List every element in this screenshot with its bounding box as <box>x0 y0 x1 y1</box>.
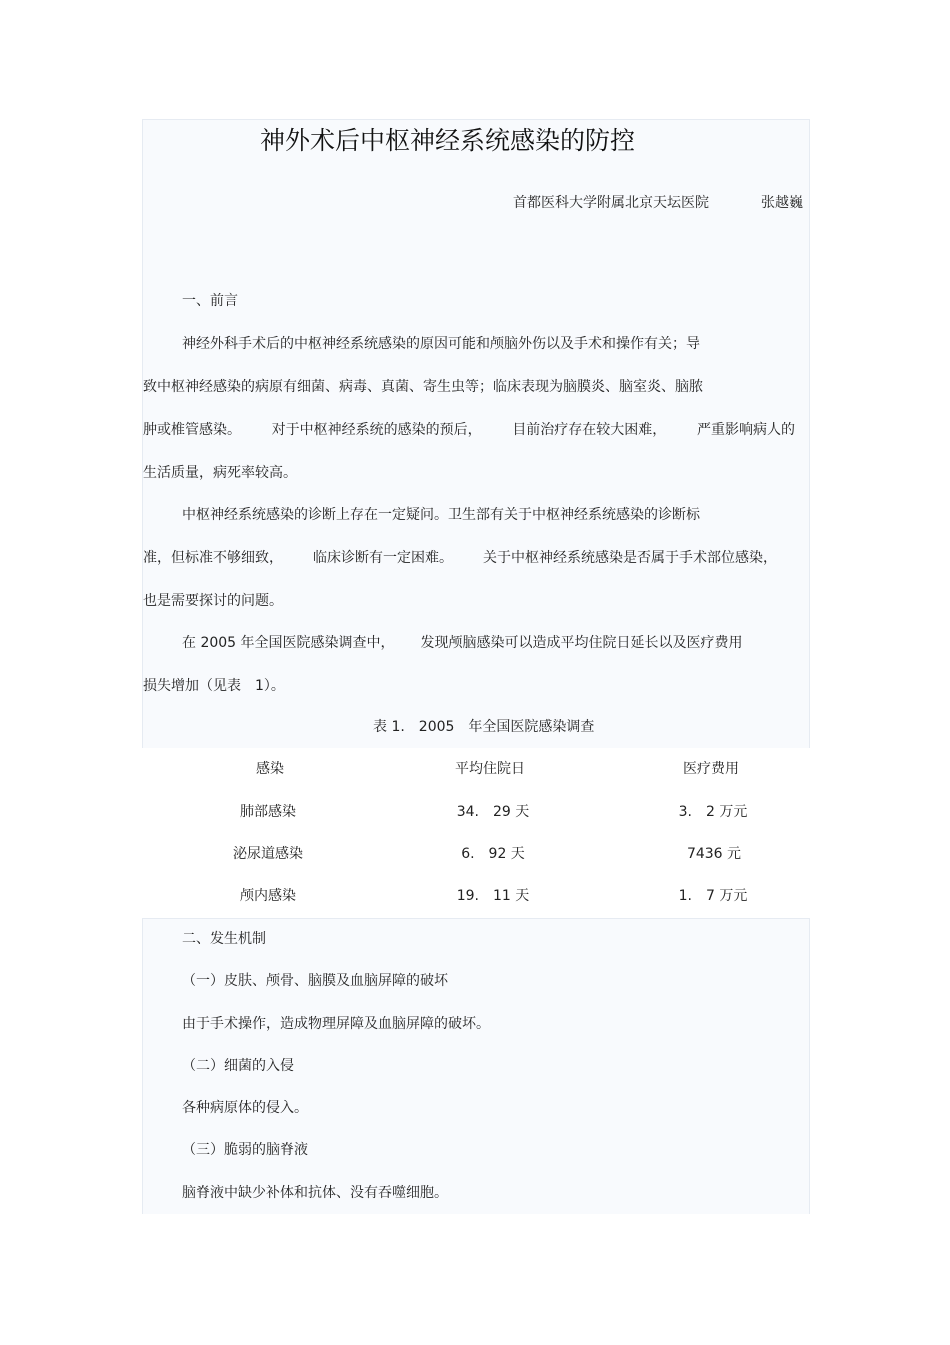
section-heading-intro: 一、前言 <box>182 293 238 309</box>
text-fragment: 关于中枢神经系统感染是否属于手术部位感染， <box>483 550 777 566</box>
subsection-text: 由于手术操作，造成物理屏障及血脑屏障的破坏。 <box>182 1016 490 1032</box>
subsection-heading: （三）脆弱的脑脊液 <box>182 1142 308 1158</box>
table-cell: 34. 29 天 <box>456 804 530 820</box>
table-header-cell: 医疗费用 <box>683 761 739 777</box>
table-cell: 颅内感染 <box>240 888 296 904</box>
text-fragment: 肿或椎管感染。 <box>143 422 241 438</box>
table-cell: 7436 元 <box>686 846 742 862</box>
section-heading-mechanism: 二、发生机制 <box>182 931 266 947</box>
table-header-cell: 感染 <box>256 761 284 777</box>
paragraph-line: 神经外科手术后的中枢神经系统感染的原因可能和颅脑外伤以及手术和操作有关；导 <box>182 336 700 352</box>
page-title: 神外术后中枢神经系统感染的防控 <box>260 126 636 155</box>
table-header-cell: 平均住院日 <box>455 761 525 777</box>
table-cell: 19. 11 天 <box>456 888 530 904</box>
paragraph-line: 致中枢神经感染的病原有细菌、病毒、真菌、寄生虫等；临床表现为脑膜炎、脑室炎、脑脓 <box>143 379 703 395</box>
author-line <box>513 193 803 213</box>
table-cell: 3. 2 万元 <box>678 804 748 820</box>
paragraph-line: 中枢神经系统感染的诊断上存在一定疑问。卫生部有关于中枢神经系统感染的诊断标 <box>182 507 700 523</box>
text-fragment: 准，但标准不够细致， <box>143 550 283 566</box>
paragraph-line <box>143 548 777 568</box>
text-fragment: 对于中枢神经系统的感染的预后， <box>271 422 482 438</box>
paragraph-line: 损失增加（见表 1）。 <box>143 678 285 694</box>
affiliation: 首都医科大学附属北京天坛医院 <box>513 195 709 211</box>
table-caption: 表 1. 2005 年全国医院感染调查 <box>373 719 595 735</box>
text-fragment: 在 2005 年全国医院感染调查中， <box>182 635 395 651</box>
text-fragment: 发现颅脑感染可以造成平均住院日延长以及医疗费用 <box>420 635 743 651</box>
table-cell: 1. 7 万元 <box>678 888 748 904</box>
subsection-text: 脑脊液中缺少补体和抗体、没有吞噬细胞。 <box>182 1185 448 1201</box>
subsection-text: 各种病原体的侵入。 <box>182 1100 308 1116</box>
subsection-heading: （二）细菌的入侵 <box>182 1058 294 1074</box>
text-fragment: 目前治疗存在较大困难， <box>512 422 667 438</box>
table-cell: 6. 92 天 <box>461 846 525 862</box>
text-fragment: 严重影响病人的 <box>696 422 795 438</box>
paragraph-line <box>143 420 795 440</box>
table-cell: 泌尿道感染 <box>233 846 303 862</box>
paragraph-line: 生活质量，病死率较高。 <box>143 465 297 481</box>
paragraph-line <box>182 633 743 653</box>
author-name: 张越巍 <box>761 195 803 211</box>
subsection-heading: （一）皮肤、颅骨、脑膜及血脑屏障的破坏 <box>182 973 448 989</box>
text-fragment: 临床诊断有一定困难。 <box>313 550 453 566</box>
paragraph-line: 也是需要探讨的问题。 <box>143 593 283 609</box>
table-cell: 肺部感染 <box>240 804 296 820</box>
